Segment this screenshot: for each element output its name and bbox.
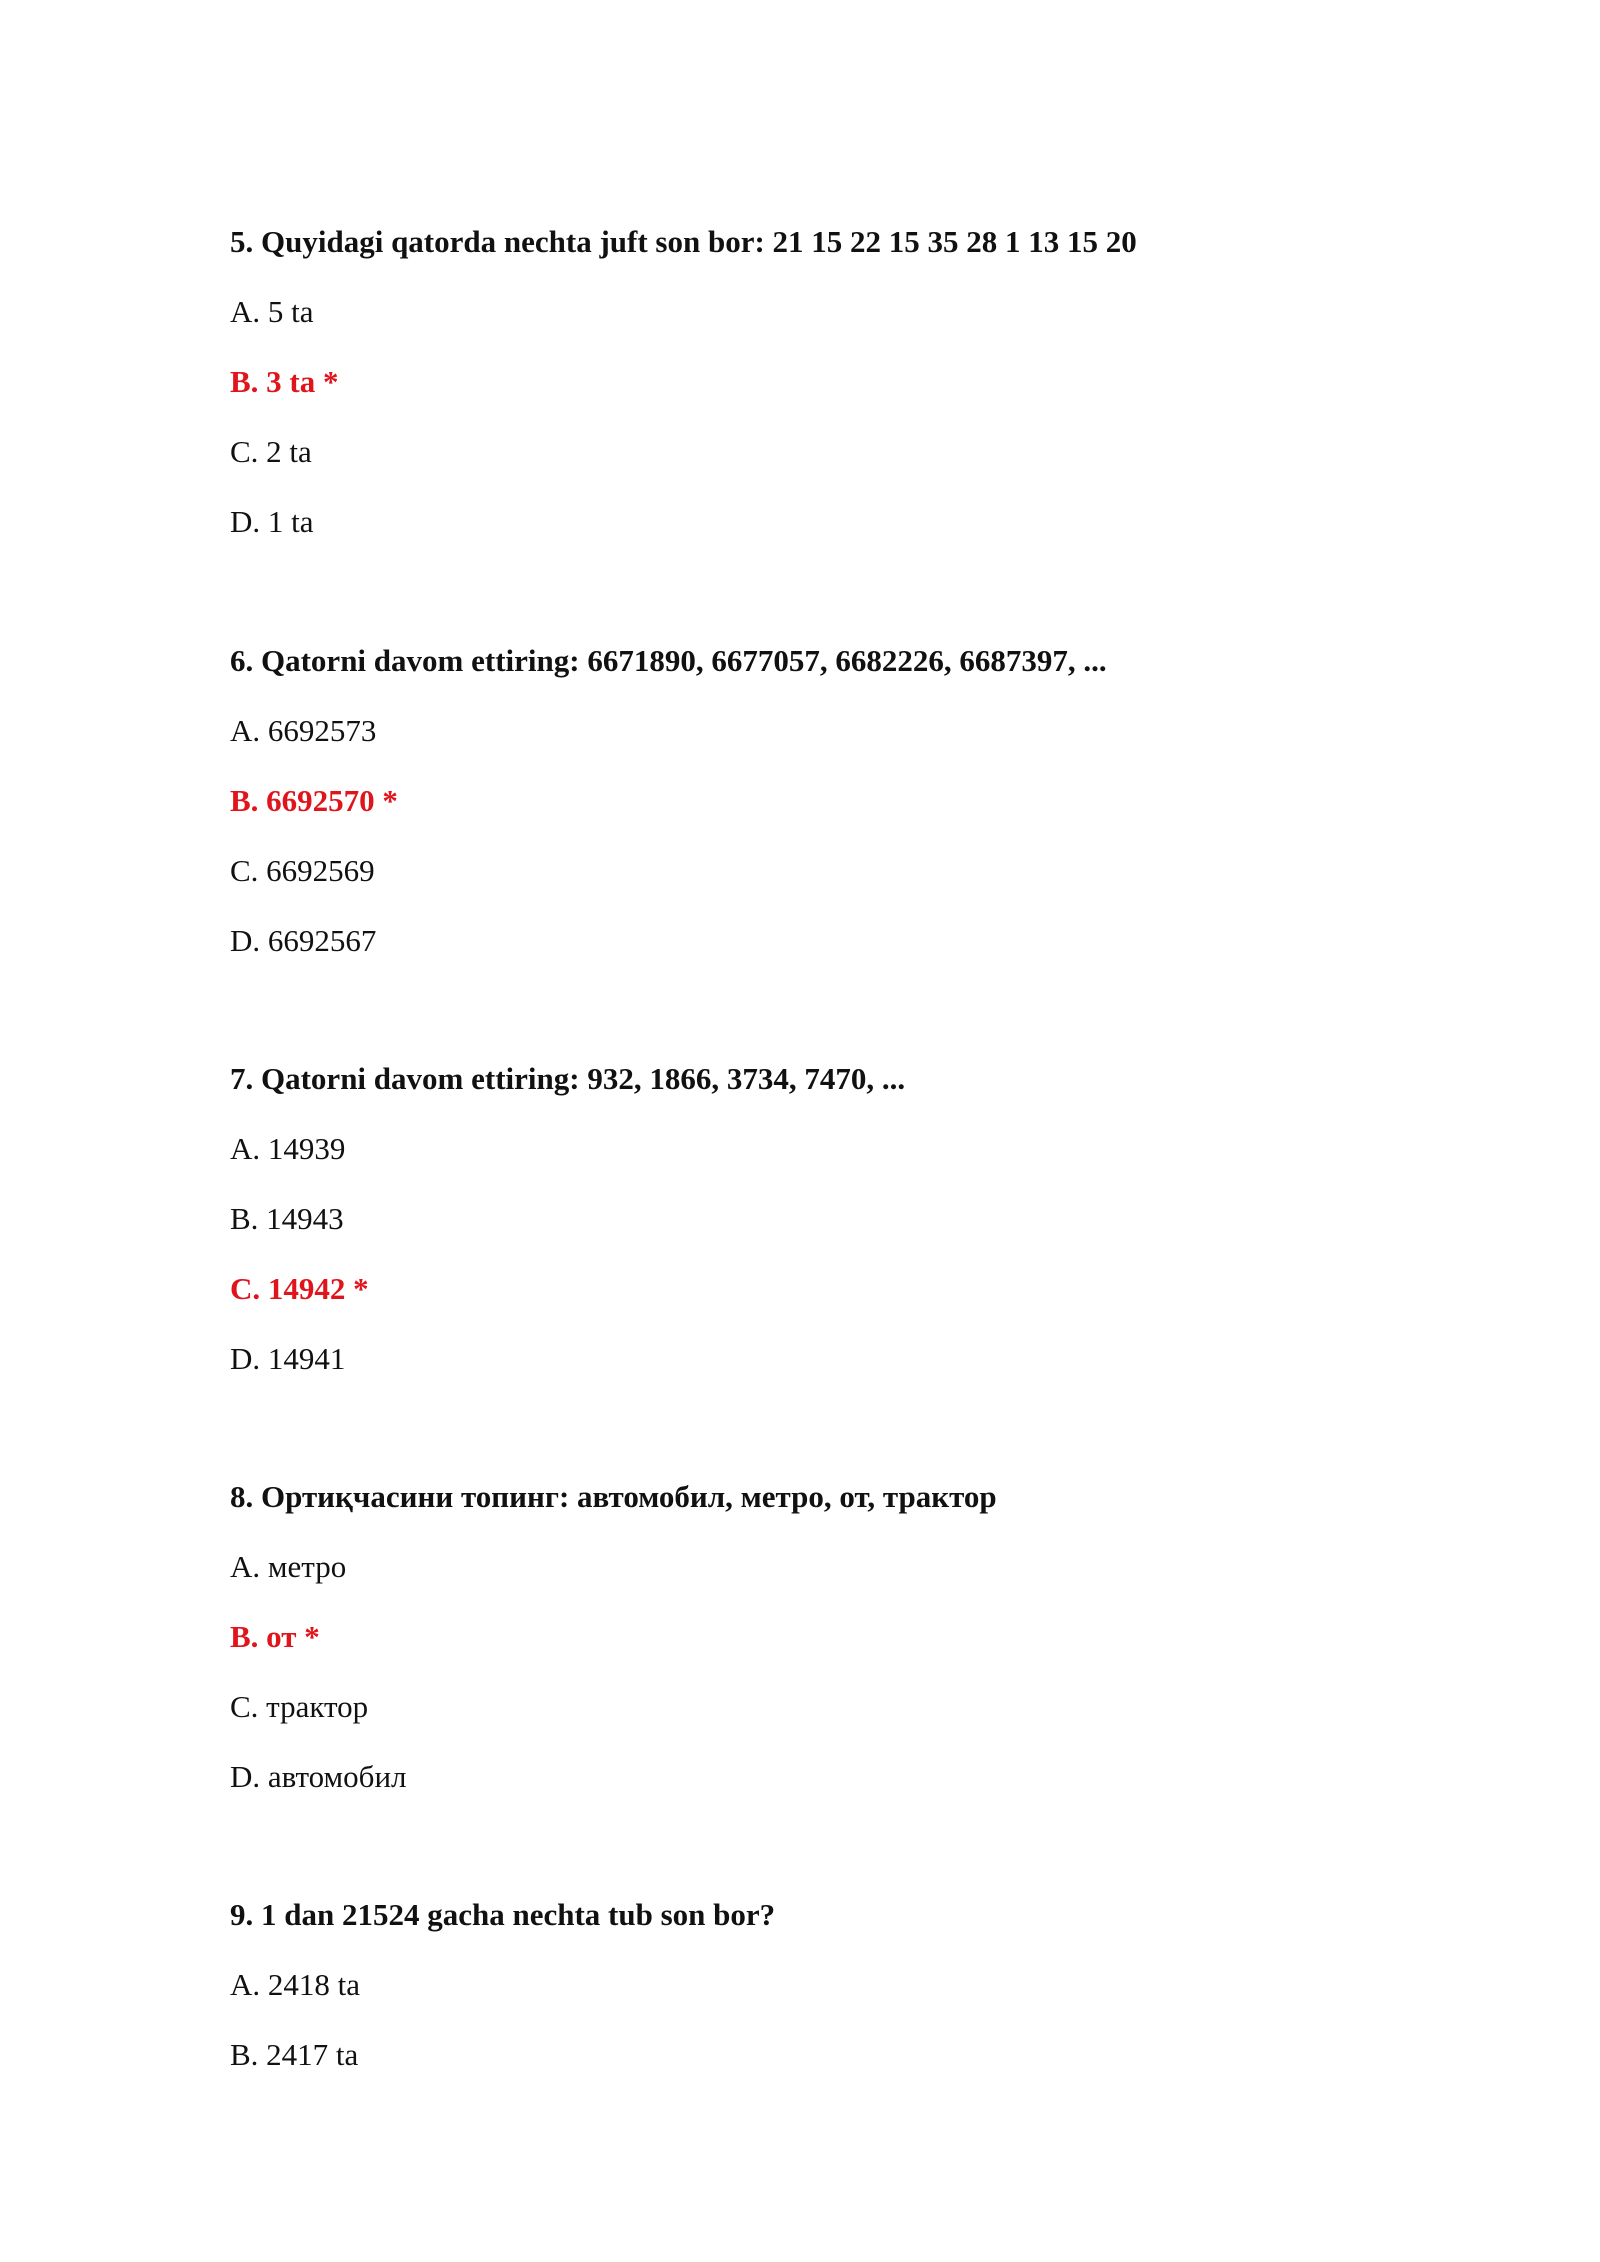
question-6 [230,641,1430,961]
option-a: A. 14939 [230,1131,346,1166]
question-9 [230,1895,1430,2075]
option-b: B. 14943 [230,1201,344,1236]
option-c: C. 2 ta [230,434,312,469]
question-5 [230,222,1430,542]
question-text: 9. 1 dan 21524 gacha nechta tub son bor? [230,1897,776,1932]
option-c: C. трактор [230,1689,369,1724]
question-text: 8. Ортиқчасини топинг: автомобил, метро, от, трактор [230,1479,997,1514]
option-c: C. 6692569 [230,853,375,888]
question-text: 7. Qatorni davom ettiring: 932, 1866, 3734, 7470, ... [230,1061,906,1096]
option-c-correct: C. 14942 * [230,1271,369,1306]
question-8 [230,1477,1430,1797]
option-b-correct: B. 3 ta * [230,364,339,399]
option-a: A. 2418 ta [230,1967,361,2002]
option-d: D. 6692567 [230,923,377,958]
option-a: A. метро [230,1549,347,1584]
question-text: 6. Qatorni davom ettiring: 6671890, 6677057, 6682226, 6687397, ... [230,643,1107,678]
option-b-correct: B. 6692570 * [230,783,398,818]
option-b-correct: B. от * [230,1619,320,1654]
option-a: A. 6692573 [230,713,377,748]
question-text: 5. Quyidagi qatorda nechta juft son bor: 21 15 22 15 35 28 1 13 15 20 [230,224,1137,259]
option-d: D. 1 ta [230,504,314,539]
option-b: B. 2417 ta [230,2037,359,2072]
option-d: D. автомобил [230,1759,407,1794]
option-a: A. 5 ta [230,294,314,329]
question-7 [230,1059,1430,1379]
option-d: D. 14941 [230,1341,346,1376]
